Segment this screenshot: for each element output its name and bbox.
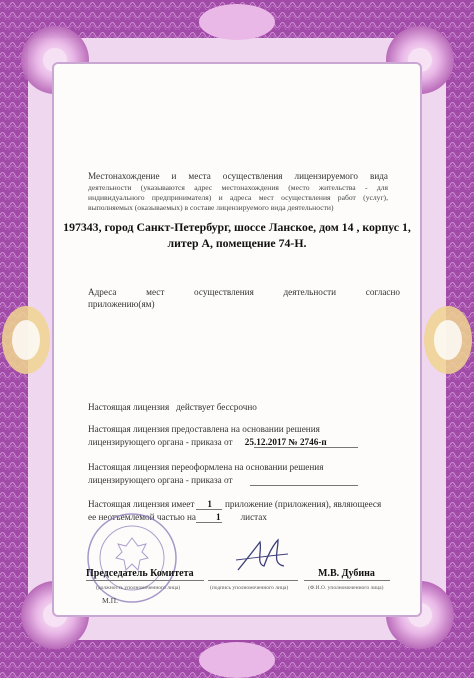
basis-line-1: Настоящая лицензия предоставлена на основании решения <box>88 424 320 434</box>
basis-order-number: 25.12.2017 № 2746-п <box>244 437 327 447</box>
basis-line-2-prefix: лицензирующего органа - приказа от <box>88 437 233 447</box>
appendix-sheet-count: 1 <box>216 512 221 522</box>
appendix-count: 1 <box>207 499 212 509</box>
validity-prefix: Настоящая лицензия <box>88 402 170 412</box>
address-line-2: литер А, помещение 74-Н. <box>167 236 307 250</box>
appendix-line-1 <box>88 498 381 510</box>
appendix-part-suffix: листах <box>240 512 267 522</box>
position-underline <box>86 580 204 581</box>
validity-value: действует бессрочно <box>176 402 257 412</box>
appendix-has-label: Настоящая лицензия имеет <box>88 499 195 509</box>
intro-line-3: индивидуального предпринимателя) и адреса мест осуществления работ (услуг), <box>88 193 388 202</box>
address-line-1: 197343, город Санкт-Петербург, шоссе Ланское, дом 14 , корпус 1, <box>63 220 411 234</box>
reissue-line-2: лицензирующего органа - приказа от <box>88 475 233 485</box>
signatory-position: Председатель Комитета <box>86 568 194 579</box>
appendix-sheet-underline <box>196 522 222 523</box>
side-medallion-left <box>2 306 50 374</box>
handwritten-signature <box>234 536 290 576</box>
name-caption: (Ф.И.О. уполномоченного лица) <box>308 585 384 591</box>
appendix-has-suffix: приложение (приложения), являющееся <box>224 499 382 509</box>
bottom-medallion <box>199 642 275 678</box>
signature-underline <box>208 580 298 581</box>
activity-addresses-line-2: приложению(ям) <box>88 299 155 309</box>
appendix-count-underline <box>196 509 222 510</box>
appendix-part-label: ее неотъемлемой частью на <box>88 512 196 522</box>
signatory-name: М.В. Дубина <box>318 568 375 579</box>
intro-line-2: деятельности (указываются адрес местонахождения (место жительства - для <box>88 183 388 192</box>
top-medallion <box>199 4 275 40</box>
intro-line-4: выполняемых (оказываемых) в составе лицензируемого вида деятельности) <box>88 203 334 212</box>
side-medallion-right <box>424 306 472 374</box>
basis-underline <box>254 447 358 448</box>
name-underline <box>304 580 390 581</box>
reissue-underline <box>250 485 358 486</box>
position-caption: (должность уполномоченного лица) <box>96 585 181 591</box>
reissue-line-1: Настоящая лицензия переоформлена на основании решения <box>88 462 324 472</box>
intro-line-1: Местонахождение и места осуществления лицензируемого вида <box>88 171 388 181</box>
activity-addresses-line-1: Адреса мест осуществления деятельности согласно <box>88 287 400 297</box>
stamp-mark: М.П. <box>102 596 119 605</box>
signature-caption: (подпись уполномоченного лица) <box>210 585 289 591</box>
validity-label <box>88 401 257 413</box>
